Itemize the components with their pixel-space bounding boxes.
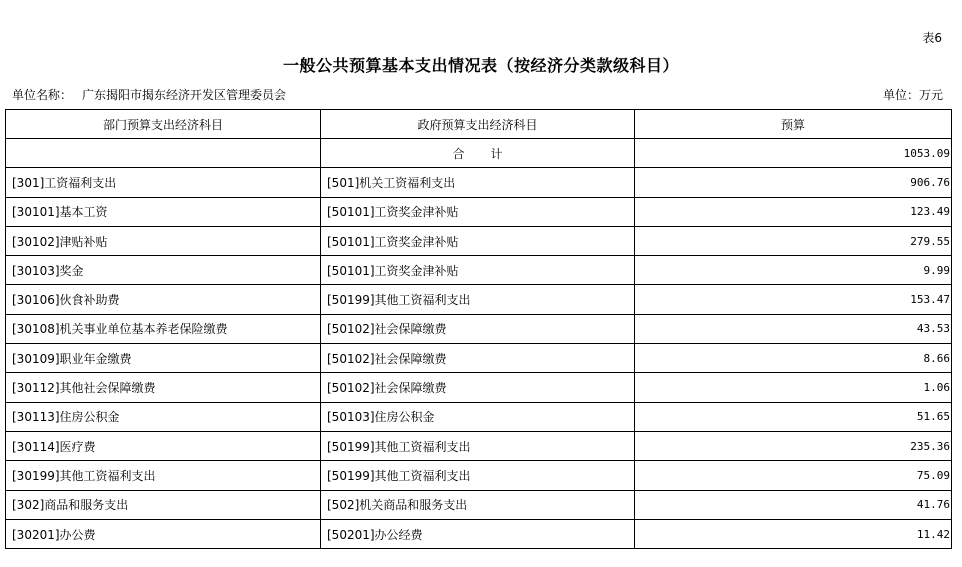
table-row — [6, 285, 952, 314]
dept-subject-cell: [30113]住房公积金 — [6, 402, 321, 431]
budget-amount-cell: 75.09 — [635, 461, 952, 490]
dept-subject-cell: [30102]津贴补贴 — [6, 226, 321, 255]
table-row — [6, 373, 952, 402]
gov-subject-cell: [502]机关商品和服务支出 — [321, 490, 635, 519]
table-number: 表6 — [922, 31, 942, 45]
dept-subject-cell: [302]商品和服务支出 — [6, 490, 321, 519]
dept-subject-cell: [30112]其他社会保障缴费 — [6, 373, 321, 402]
dept-subject-cell: [30114]医疗费 — [6, 431, 321, 460]
table-row — [6, 402, 952, 431]
gov-subject-cell: [50101]工资奖金津补贴 — [321, 226, 635, 255]
table-row — [6, 256, 952, 285]
table-row — [6, 168, 952, 197]
dept-subject-cell: [301]工资福利支出 — [6, 168, 321, 197]
total-label — [321, 139, 635, 168]
budget-amount-cell: 43.53 — [635, 314, 952, 343]
table-header-row — [6, 110, 952, 139]
dept-subject-cell: [30103]奖金 — [6, 256, 321, 285]
budget-amount-cell: 41.76 — [635, 490, 952, 519]
dept-subject-cell: [30199]其他工资福利支出 — [6, 461, 321, 490]
gov-subject-cell: [50199]其他工资福利支出 — [321, 285, 635, 314]
money-unit: 单位：万元 — [882, 88, 943, 102]
gov-subject-cell: [50102]社会保障缴费 — [321, 344, 635, 373]
header-gov-subject: 政府预算支出经济科目 — [321, 110, 635, 139]
page-title: 一般公共预算基本支出情况表（按经济分类款级科目） — [282, 56, 679, 75]
table-row — [6, 226, 952, 255]
table-row — [6, 314, 952, 343]
gov-subject-cell: [50101]工资奖金津补贴 — [321, 197, 635, 226]
gov-subject-cell: [501]机关工资福利支出 — [321, 168, 635, 197]
budget-amount-cell: 9.99 — [635, 256, 952, 285]
total-row — [6, 139, 952, 168]
header-dept-subject: 部门预算支出经济科目 — [6, 110, 321, 139]
gov-subject-cell: [50101]工资奖金津补贴 — [321, 256, 635, 285]
table-row — [6, 431, 952, 460]
dept-subject-cell: [30201]办公费 — [6, 519, 321, 548]
budget-amount-cell: 11.42 — [635, 519, 952, 548]
header-budget: 预算 — [635, 110, 952, 139]
gov-subject-cell: [50102]社会保障缴费 — [321, 314, 635, 343]
dept-subject-cell: [30108]机关事业单位基本养老保险缴费 — [6, 314, 321, 343]
budget-amount-cell: 1.06 — [635, 373, 952, 402]
budget-amount-cell: 906.76 — [635, 168, 952, 197]
table-row — [6, 461, 952, 490]
budget-amount-cell: 279.55 — [635, 226, 952, 255]
table-row — [6, 519, 952, 548]
budget-amount-cell: 235.36 — [635, 431, 952, 460]
total-value: 1053.09 — [635, 139, 952, 168]
table-row — [6, 197, 952, 226]
dept-subject-cell: [30109]职业年金缴费 — [6, 344, 321, 373]
total-empty-cell — [6, 139, 321, 168]
total-label-a: 合 — [452, 146, 465, 161]
unit-name-label: 单位名称： — [12, 88, 73, 102]
budget-amount-cell: 153.47 — [635, 285, 952, 314]
gov-subject-cell: [50103]住房公积金 — [321, 402, 635, 431]
table-row — [6, 490, 952, 519]
organization-info — [12, 86, 286, 103]
budget-table — [5, 109, 952, 549]
gov-subject-cell: [50199]其他工资福利支出 — [321, 431, 635, 460]
budget-amount-cell: 51.65 — [635, 402, 952, 431]
unit-name-value: 广东揭阳市揭东经济开发区管理委员会 — [82, 88, 287, 102]
budget-amount-cell: 8.66 — [635, 344, 952, 373]
budget-amount-cell: 123.49 — [635, 197, 952, 226]
gov-subject-cell: [50201]办公经费 — [321, 519, 635, 548]
table-row — [6, 344, 952, 373]
dept-subject-cell: [30101]基本工资 — [6, 197, 321, 226]
gov-subject-cell: [50102]社会保障缴费 — [321, 373, 635, 402]
dept-subject-cell: [30106]伙食补助费 — [6, 285, 321, 314]
gov-subject-cell: [50199]其他工资福利支出 — [321, 461, 635, 490]
total-label-b: 计 — [490, 146, 503, 161]
unit-info-row — [12, 86, 943, 104]
